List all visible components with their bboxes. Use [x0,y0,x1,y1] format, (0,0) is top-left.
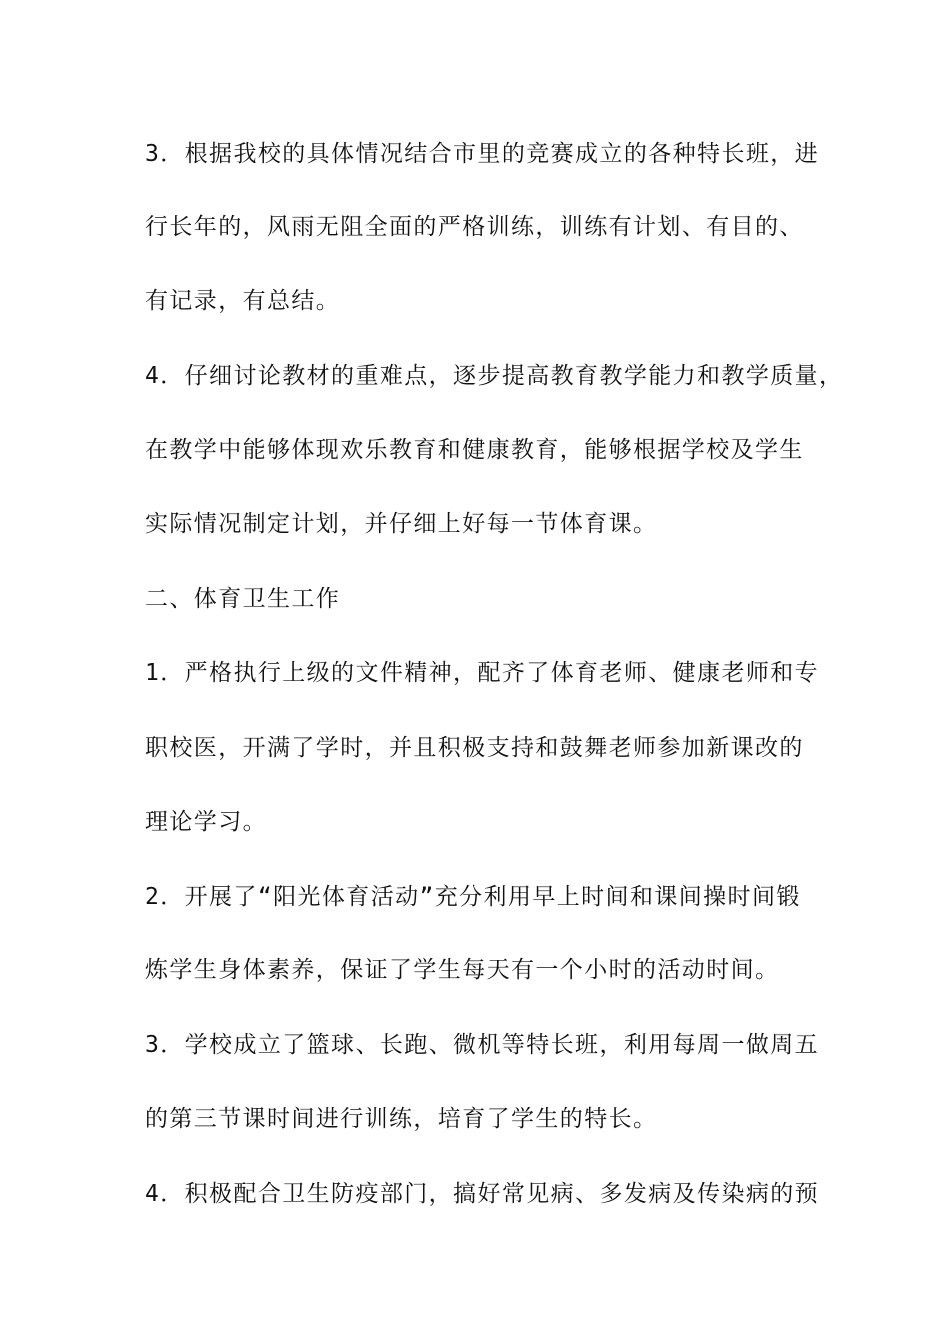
paragraph-line: 3．根据我校的具体情况结合市里的竞赛成立的各种特长班，进 [145,141,820,167]
paragraph-line: 在教学中能够体现欢乐教育和健康教育，能够根据学校及学生 [145,437,804,463]
paragraph-line: 4．积极配合卫生防疫部门，搞好常见病、多发病及传染病的预 [145,1181,820,1207]
paragraph-line: 3．学校成立了篮球、长跑、微机等特长班，利用每周一做周五 [145,1032,820,1058]
paragraph-line: 1．严格执行上级的文件精神，配齐了体育老师、健康老师和专 [145,660,820,686]
paragraph-line: 炼学生身体素养，保证了学生每天有一个小时的活动时间。 [145,957,780,983]
paragraph-line: 实际情况制定计划，并仔细上好每一节体育课。 [145,511,658,537]
paragraph-line: 4．仔细讨论教材的重难点，逐步提高教育教学能力和教学质量， [145,363,844,389]
section-heading: 二、体育卫生工作 [145,586,341,612]
paragraph-line: 有记录，有总结。 [145,288,341,314]
paragraph-line: 理论学习。 [145,809,267,835]
paragraph-line: 2．开展了“阳光体育活动”充分利用早上时间和课间操时间锻 [145,884,801,910]
paragraph-line: 行长年的，风雨无阻全面的严格训练，训练有计划、有目的、 [145,214,804,240]
paragraph-line: 的第三节课时间进行训练，培育了学生的特长。 [145,1106,658,1132]
paragraph-line: 职校医，开满了学时，并且积极支持和鼓舞老师参加新课改的 [145,735,804,761]
